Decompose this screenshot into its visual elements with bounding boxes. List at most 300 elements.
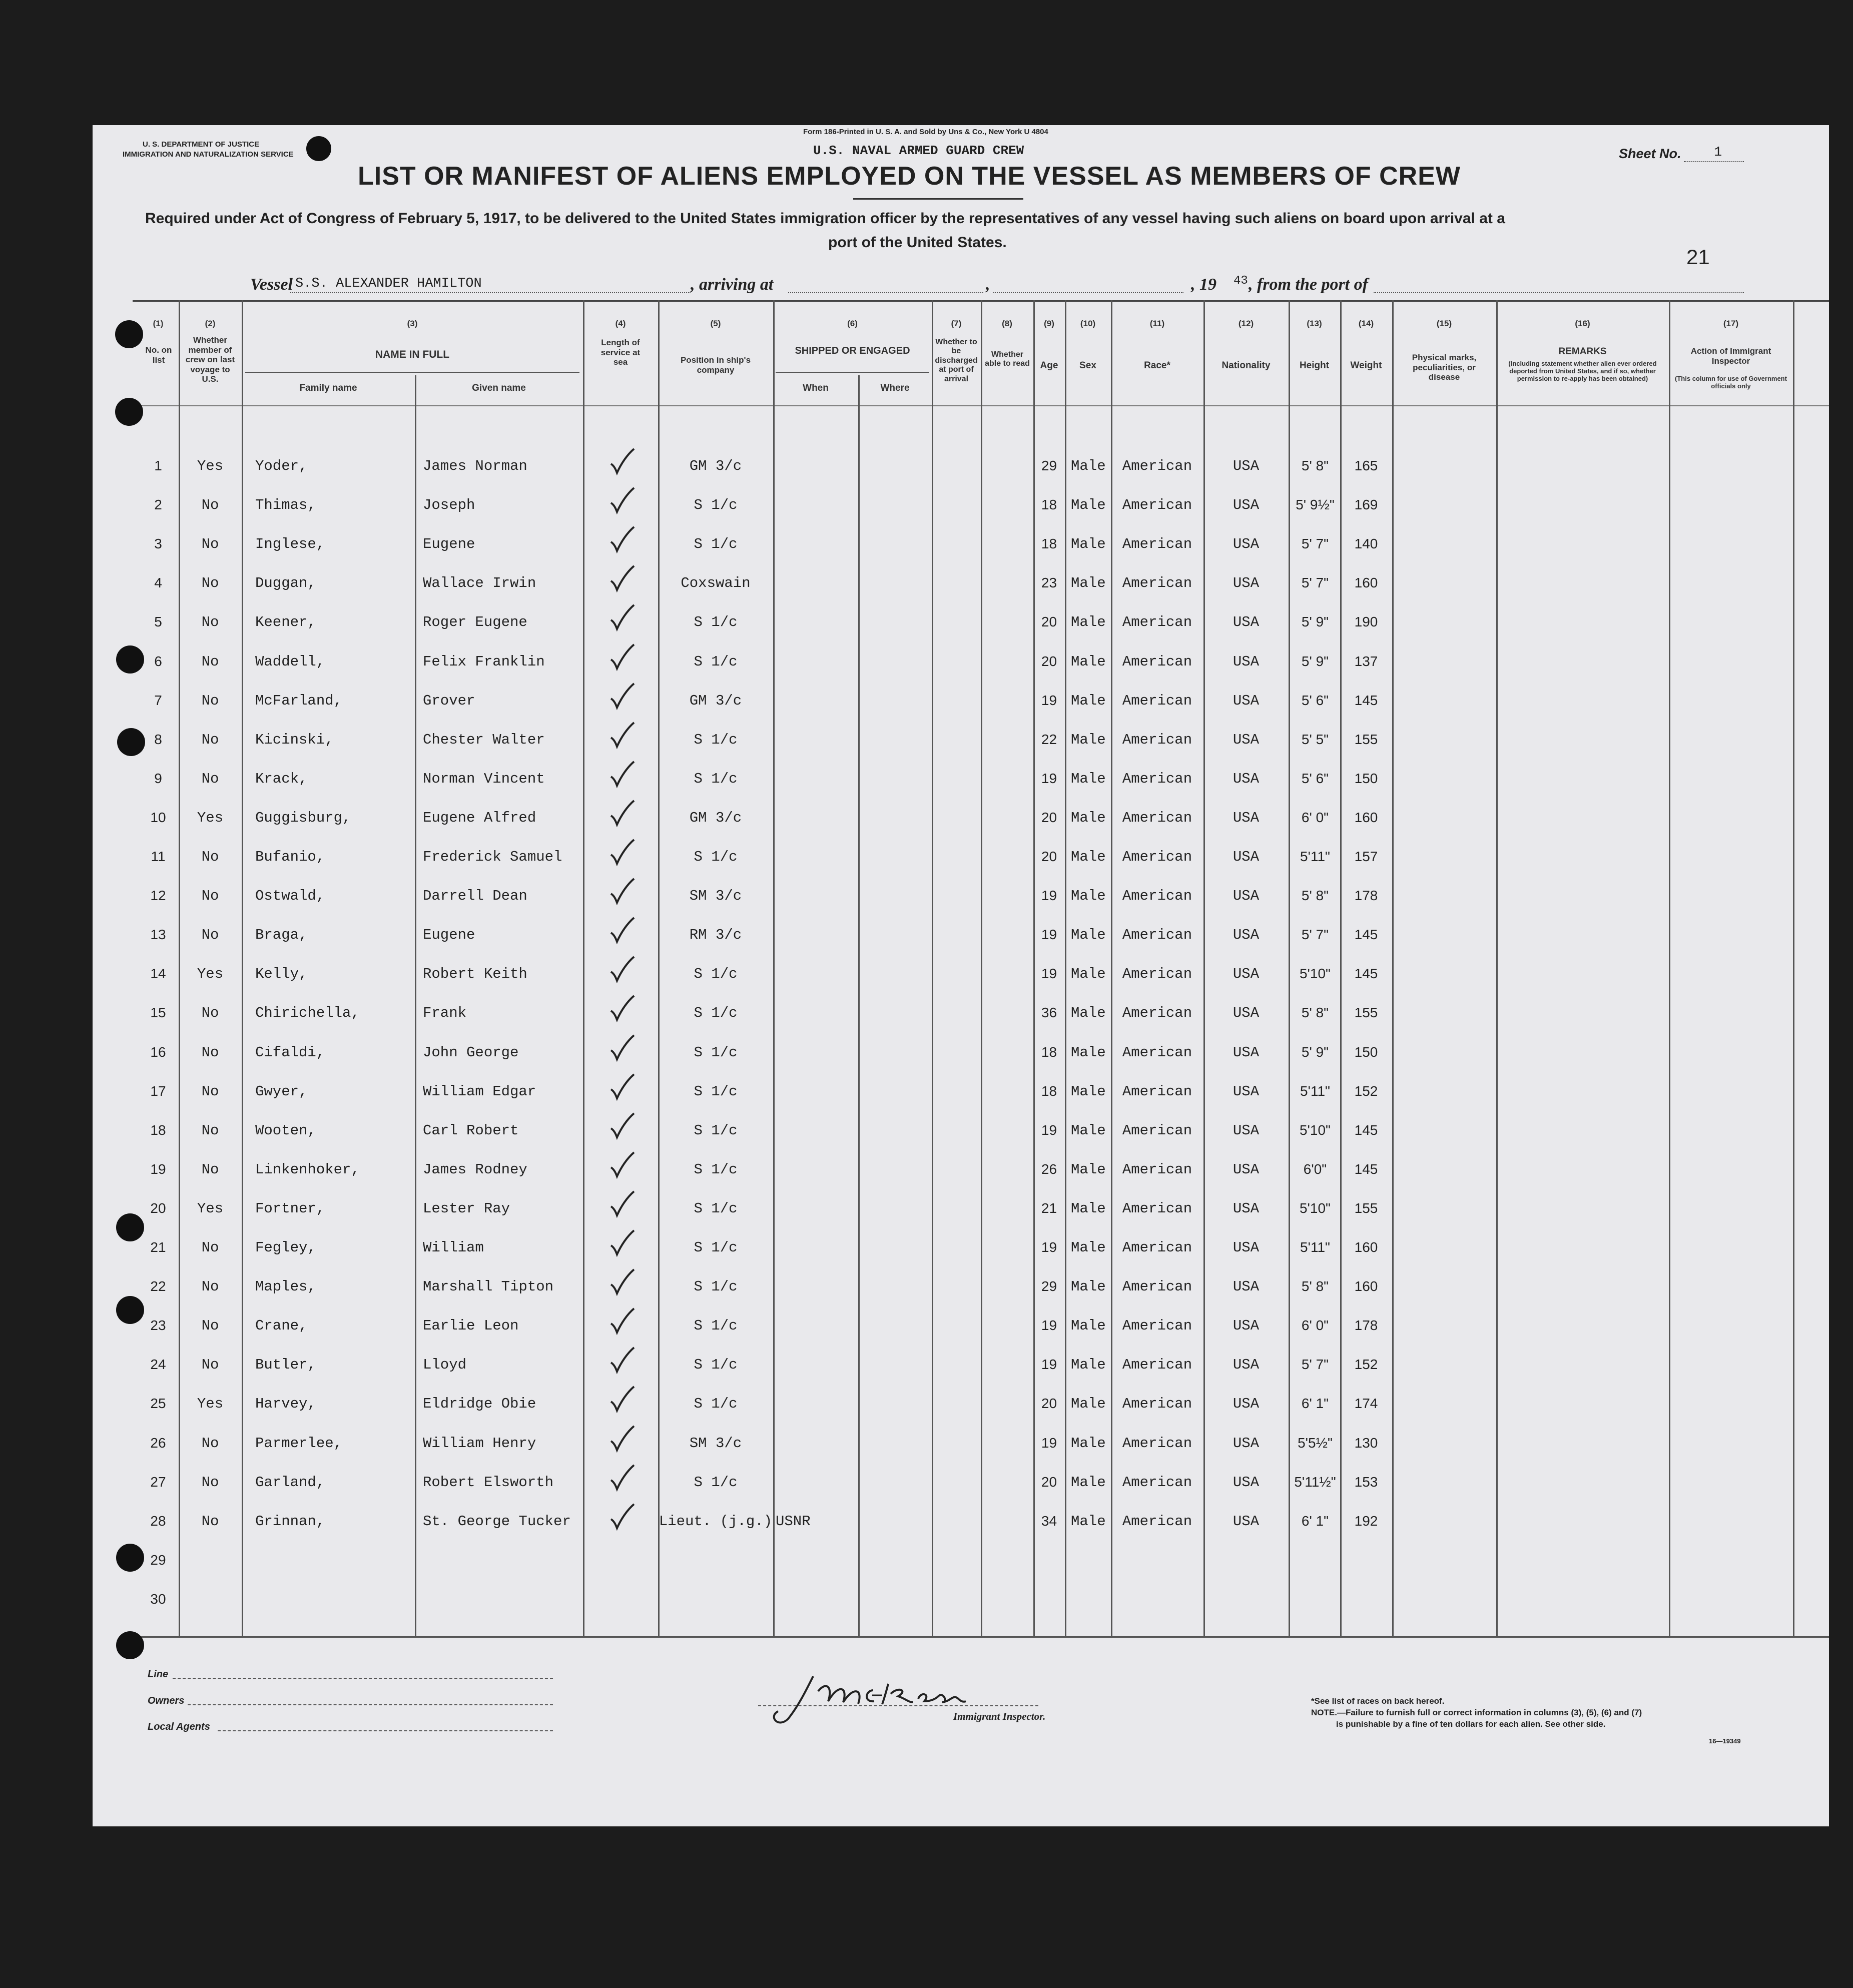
- row-height: 5'11": [1300, 1083, 1330, 1099]
- row-age: 20: [1041, 1396, 1057, 1412]
- service-checkmark-icon: [608, 1424, 638, 1454]
- col-16-note: (Including statement whether alien ever ordered deported from United States, and if so, whether permission to re-apply has been obtained): [1508, 360, 1657, 382]
- service-checkmark-icon: [608, 1385, 638, 1415]
- row-position: S 1/c: [694, 536, 738, 553]
- row-race: American: [1122, 1317, 1192, 1335]
- row-race: American: [1122, 458, 1192, 474]
- service-checkmark-icon: [608, 525, 638, 555]
- row-family-name: Butler,: [255, 1357, 316, 1374]
- row-nationality: USA: [1232, 1200, 1260, 1217]
- row-weight: 150: [1354, 1044, 1378, 1060]
- row-nationality: USA: [1232, 653, 1260, 670]
- row-nationality: USA: [1232, 692, 1260, 709]
- col-line-5: [773, 300, 775, 1636]
- row-family-name: Kelly,: [255, 966, 308, 983]
- row-sex: Male: [1071, 966, 1106, 983]
- row-given-name: Eugene Alfred: [423, 809, 536, 826]
- row-sex: Male: [1071, 1435, 1106, 1452]
- punch-hole: [306, 136, 331, 161]
- row-given-name: Eldridge Obie: [423, 1396, 536, 1413]
- col-10-number: (10): [1080, 319, 1096, 328]
- row-family-name: Parmerlee,: [255, 1435, 343, 1452]
- row-position: RM 3/c: [689, 927, 742, 944]
- dept-line-2: IMMIGRATION AND NATURALIZATION SERVICE: [123, 150, 294, 159]
- row-given-name: Chester Walter: [423, 731, 545, 748]
- service-checkmark-icon: [608, 721, 638, 751]
- row-family-name: Harvey,: [255, 1396, 316, 1413]
- col-line-3a: [415, 375, 416, 1636]
- row-number: 7: [154, 692, 162, 708]
- row-sex: Male: [1071, 927, 1106, 944]
- row-age: 18: [1041, 1044, 1057, 1060]
- row-sex: Male: [1071, 1278, 1106, 1295]
- row-given-name: James Rodney: [423, 1161, 527, 1178]
- service-checkmark-icon: [608, 1033, 638, 1063]
- row-sex: Male: [1071, 653, 1106, 670]
- row-weight: 137: [1354, 653, 1378, 669]
- row-height: 5' 9½": [1296, 497, 1335, 513]
- row-height: 5' 8": [1301, 1005, 1329, 1021]
- row-race: American: [1122, 1122, 1192, 1139]
- row-weight: 153: [1354, 1474, 1378, 1490]
- row-position: S 1/c: [694, 1122, 738, 1139]
- row-weight: 169: [1354, 497, 1378, 513]
- row-sex: Male: [1071, 1357, 1106, 1374]
- row-sex: Male: [1071, 731, 1106, 748]
- row-sex: Male: [1071, 770, 1106, 787]
- row-family-name: Keener,: [255, 614, 316, 631]
- row-height: 5' 9": [1301, 1044, 1329, 1060]
- col-8-number: (8): [1002, 319, 1012, 328]
- row-family-name: Crane,: [255, 1317, 308, 1335]
- row-sex: Male: [1071, 1161, 1106, 1178]
- row-number: 18: [150, 1122, 166, 1138]
- table-bottom-rule: [133, 1636, 1829, 1638]
- service-checkmark-icon: [608, 994, 638, 1024]
- col-5-number: (5): [710, 319, 721, 328]
- row-number: 16: [150, 1044, 166, 1060]
- requirement-line-1: Required under Act of Congress of February 5, 1917, to be delivered to the United States immigration officer by the representatives of any vessel having such aliens on board upon arrival at a: [145, 210, 1505, 227]
- row-position: S 1/c: [694, 1396, 738, 1413]
- col-16-header: REMARKS: [1558, 346, 1607, 357]
- col-12-header: Nationality: [1221, 360, 1271, 371]
- row-race: American: [1122, 1200, 1192, 1217]
- row-family-name: Linkenhoker,: [255, 1161, 360, 1178]
- col-16-number: (16): [1575, 319, 1590, 328]
- row-race: American: [1122, 614, 1192, 631]
- row-height: 5'5½": [1298, 1435, 1333, 1451]
- row-weight: 157: [1354, 849, 1378, 864]
- arriving-rule: [788, 292, 983, 293]
- row-sex: Male: [1071, 1317, 1106, 1335]
- row-previous-voyage: Yes: [197, 1200, 224, 1217]
- row-previous-voyage: No: [201, 1083, 219, 1100]
- form-code: 16—19349: [1709, 1737, 1741, 1745]
- service-checkmark-icon: [608, 1306, 638, 1337]
- row-nationality: USA: [1232, 1317, 1260, 1335]
- row-position: S 1/c: [694, 1278, 738, 1295]
- row-number: 23: [150, 1317, 166, 1334]
- row-previous-voyage: No: [201, 731, 219, 748]
- row-given-name: St. George Tucker: [423, 1513, 571, 1530]
- row-family-name: Braga,: [255, 927, 308, 944]
- row-given-name: Joseph: [423, 497, 475, 514]
- row-sex: Male: [1071, 1044, 1106, 1061]
- col-line-2: [242, 300, 243, 1636]
- service-checkmark-icon: [608, 838, 638, 868]
- col-14-number: (14): [1358, 319, 1374, 328]
- row-sex: Male: [1071, 575, 1106, 592]
- line-rule: [173, 1678, 553, 1679]
- row-family-name: Garland,: [255, 1474, 325, 1491]
- row-nationality: USA: [1232, 809, 1260, 826]
- row-given-name: Frank: [423, 1005, 467, 1022]
- row-position: S 1/c: [694, 1161, 738, 1178]
- row-age: 20: [1041, 849, 1057, 864]
- row-previous-voyage: No: [201, 536, 219, 553]
- row-number: 24: [150, 1357, 166, 1373]
- row-age: 19: [1041, 1357, 1057, 1373]
- row-family-name: Fegley,: [255, 1239, 316, 1256]
- service-checkmark-icon: [608, 1228, 638, 1258]
- row-race: American: [1122, 653, 1192, 670]
- col-15-number: (15): [1436, 319, 1452, 328]
- row-family-name: Bufanio,: [255, 849, 325, 865]
- row-height: 5'10": [1299, 966, 1331, 982]
- row-height: 5' 9": [1301, 653, 1329, 669]
- row-position: S 1/c: [694, 1474, 738, 1491]
- row-weight: 155: [1354, 1200, 1378, 1216]
- row-weight: 178: [1354, 1317, 1378, 1334]
- row-previous-voyage: Yes: [197, 458, 224, 474]
- row-previous-voyage: No: [201, 1122, 219, 1139]
- row-family-name: Gwyer,: [255, 1083, 308, 1100]
- row-height: 5'11": [1300, 1239, 1330, 1255]
- row-weight: 150: [1354, 770, 1378, 786]
- row-age: 18: [1041, 1083, 1057, 1099]
- row-race: American: [1122, 770, 1192, 787]
- col-14-header: Weight: [1350, 360, 1382, 371]
- row-given-name: Lester Ray: [423, 1200, 510, 1217]
- row-number: 21: [150, 1239, 166, 1255]
- col-line-3: [583, 300, 584, 1636]
- row-nationality: USA: [1232, 1161, 1260, 1178]
- punch-hole: [117, 728, 145, 756]
- row-position: S 1/c: [694, 1357, 738, 1374]
- row-number: 1: [154, 458, 162, 473]
- date-comma: ,: [986, 275, 990, 294]
- row-weight: 140: [1354, 536, 1378, 552]
- row-sex: Male: [1071, 1005, 1106, 1022]
- row-race: American: [1122, 1044, 1192, 1061]
- sheet-label: Sheet No.: [1619, 146, 1681, 161]
- arriving-label: , arriving at: [691, 275, 774, 294]
- page-title: LIST OR MANIFEST OF ALIENS EMPLOYED ON THE VESSEL AS MEMBERS OF CREW: [358, 162, 1461, 191]
- row-weight: 165: [1354, 458, 1378, 473]
- sheet-number: 1: [1714, 145, 1722, 160]
- col-17-header: Action of Immigrant Inspector: [1690, 346, 1771, 366]
- row-nationality: USA: [1232, 1044, 1260, 1061]
- row-position: S 1/c: [694, 1083, 738, 1100]
- row-number: 27: [150, 1474, 166, 1490]
- row-given-name: Eugene: [423, 536, 475, 553]
- row-race: American: [1122, 849, 1192, 865]
- col-3-family-header: Family name: [299, 383, 357, 393]
- row-height: 5' 7": [1301, 1357, 1329, 1373]
- row-height: 6' 1": [1301, 1396, 1329, 1412]
- row-race: American: [1122, 1083, 1192, 1100]
- col-7-number: (7): [951, 319, 962, 328]
- row-given-name: Lloyd: [423, 1357, 467, 1374]
- row-number: 28: [150, 1513, 166, 1529]
- row-nationality: USA: [1232, 849, 1260, 865]
- row-age: 19: [1041, 770, 1057, 786]
- col-line-14: [1392, 300, 1394, 1636]
- row-race: American: [1122, 1474, 1192, 1491]
- row-number: 2: [154, 497, 162, 513]
- col-8-header: Whether able to read: [985, 350, 1030, 368]
- row-nationality: USA: [1232, 1005, 1260, 1022]
- col-1-header: No. on list: [145, 345, 172, 365]
- row-sex: Male: [1071, 1474, 1106, 1491]
- row-previous-voyage: No: [201, 849, 219, 865]
- row-race: American: [1122, 1396, 1192, 1413]
- row-nationality: USA: [1232, 927, 1260, 944]
- row-weight: 130: [1354, 1435, 1378, 1451]
- row-position: S 1/c: [694, 653, 738, 670]
- row-family-name: Yoder,: [255, 458, 308, 474]
- row-height: 6' 0": [1301, 1317, 1329, 1334]
- row-position: S 1/c: [694, 497, 738, 514]
- row-nationality: USA: [1232, 1396, 1260, 1413]
- row-previous-voyage: No: [201, 497, 219, 514]
- sheet-no-rule: [1684, 161, 1744, 163]
- col-line-15: [1496, 300, 1498, 1636]
- row-height: 5' 8": [1301, 1278, 1329, 1294]
- col-6-number: (6): [847, 319, 858, 328]
- row-number: 5: [154, 614, 162, 630]
- row-age: 19: [1041, 888, 1057, 904]
- row-age: 19: [1041, 1435, 1057, 1451]
- owners-rule: [188, 1704, 553, 1705]
- row-nationality: USA: [1232, 966, 1260, 983]
- row-family-name: Grinnan,: [255, 1513, 325, 1530]
- row-position: S 1/c: [694, 1239, 738, 1256]
- row-previous-voyage: No: [201, 692, 219, 709]
- row-family-name: Guggisburg,: [255, 809, 351, 826]
- row-weight: 160: [1354, 1278, 1378, 1294]
- row-position: GM 3/c: [689, 809, 742, 826]
- service-checkmark-icon: [608, 603, 638, 633]
- col-15-header: Physical marks, peculiarities, or disease: [1412, 353, 1477, 382]
- col-line-6a: [858, 375, 860, 1636]
- row-sex: Male: [1071, 809, 1106, 826]
- row-sex: Male: [1071, 536, 1106, 553]
- penalty-note-line-1: NOTE.—Failure to furnish full or correct information in columns (3), (5), (6) and (7): [1311, 1708, 1642, 1717]
- row-position: GM 3/c: [689, 458, 742, 474]
- row-race: American: [1122, 966, 1192, 983]
- row-height: 5'11½": [1294, 1474, 1336, 1490]
- service-checkmark-icon: [608, 1463, 638, 1493]
- row-position: S 1/c: [694, 614, 738, 631]
- row-given-name: Norman Vincent: [423, 770, 545, 787]
- row-given-name: John George: [423, 1044, 519, 1061]
- row-previous-voyage: No: [201, 1161, 219, 1178]
- service-checkmark-icon: [608, 916, 638, 946]
- row-previous-voyage: No: [201, 927, 219, 944]
- row-sex: Male: [1071, 692, 1106, 709]
- row-number: 4: [154, 575, 162, 591]
- year-label: , 19: [1191, 275, 1216, 294]
- row-position: GM 3/c: [689, 692, 742, 709]
- row-number: 9: [154, 770, 162, 786]
- row-previous-voyage: No: [201, 1317, 219, 1335]
- row-previous-voyage: No: [201, 888, 219, 905]
- row-family-name: Thimas,: [255, 497, 316, 514]
- row-age: 19: [1041, 1122, 1057, 1138]
- row-age: 19: [1041, 692, 1057, 708]
- row-nationality: USA: [1232, 1239, 1260, 1256]
- row-number: 25: [150, 1396, 166, 1412]
- row-age: 21: [1041, 1200, 1057, 1216]
- row-given-name: Carl Robert: [423, 1122, 519, 1139]
- shipped-group-rule: [776, 372, 929, 373]
- row-position: SM 3/c: [689, 888, 742, 905]
- col-4-number: (4): [615, 319, 626, 328]
- owners-label: Owners: [148, 1695, 185, 1706]
- row-age: 23: [1041, 575, 1057, 591]
- vessel-name: S.S. ALEXANDER HAMILTON: [295, 276, 482, 291]
- row-race: American: [1122, 927, 1192, 944]
- service-checkmark-icon: [608, 877, 638, 907]
- row-given-name: Darrell Dean: [423, 888, 527, 905]
- col-line-6: [932, 300, 933, 1636]
- row-weight: 152: [1354, 1083, 1378, 1099]
- row-previous-voyage: No: [201, 1474, 219, 1491]
- row-nationality: USA: [1232, 614, 1260, 631]
- row-nationality: USA: [1232, 1513, 1260, 1530]
- line-label: Line: [148, 1669, 169, 1680]
- row-age: 19: [1041, 1239, 1057, 1255]
- row-height: 5' 6": [1301, 692, 1329, 708]
- row-family-name: Cifaldi,: [255, 1044, 325, 1061]
- col-3-number: (3): [407, 319, 418, 328]
- col-11-header: Race*: [1144, 360, 1170, 371]
- row-age: 20: [1041, 1474, 1057, 1490]
- punch-hole: [115, 320, 143, 348]
- row-weight: 145: [1354, 927, 1378, 943]
- row-family-name: Fortner,: [255, 1200, 325, 1217]
- row-position: SM 3/c: [689, 1435, 742, 1452]
- service-checkmark-icon: [608, 682, 638, 712]
- crew-subtitle: U.S. NAVAL ARMED GUARD CREW: [813, 143, 1024, 158]
- row-height: 5'10": [1299, 1200, 1331, 1216]
- row-sex: Male: [1071, 1396, 1106, 1413]
- row-race: American: [1122, 497, 1192, 514]
- manifest-sheet: [93, 125, 1829, 1826]
- row-number: 22: [150, 1278, 166, 1294]
- row-sex: Male: [1071, 1513, 1106, 1530]
- row-age: 18: [1041, 536, 1057, 552]
- row-number: 29: [150, 1552, 166, 1568]
- row-sex: Male: [1071, 1083, 1106, 1100]
- row-weight: 145: [1354, 692, 1378, 708]
- punch-hole: [116, 1631, 144, 1659]
- row-nationality: USA: [1232, 770, 1260, 787]
- row-given-name: James Norman: [423, 458, 527, 474]
- row-position: S 1/c: [694, 1317, 738, 1335]
- col-3-header: NAME IN FULL: [375, 349, 450, 360]
- row-number: 3: [154, 536, 162, 552]
- service-checkmark-icon: [608, 1267, 638, 1297]
- row-previous-voyage: No: [201, 614, 219, 631]
- name-group-rule: [245, 372, 579, 373]
- row-weight: 160: [1354, 575, 1378, 591]
- row-previous-voyage: No: [201, 1357, 219, 1374]
- row-sex: Male: [1071, 614, 1106, 631]
- col-13-header: Height: [1299, 360, 1330, 371]
- row-age: 34: [1041, 1513, 1057, 1529]
- row-position: S 1/c: [694, 1200, 738, 1217]
- punch-hole: [116, 1544, 144, 1572]
- row-weight: 145: [1354, 1122, 1378, 1138]
- row-race: American: [1122, 1435, 1192, 1452]
- row-position: S 1/c: [694, 966, 738, 983]
- row-nationality: USA: [1232, 731, 1260, 748]
- row-family-name: Ostwald,: [255, 888, 325, 905]
- row-given-name: Earlie Leon: [423, 1317, 519, 1335]
- col-line-16: [1669, 300, 1670, 1636]
- row-age: 36: [1041, 1005, 1057, 1021]
- row-previous-voyage: No: [201, 1044, 219, 1061]
- row-number: 12: [150, 888, 166, 904]
- year-value: 43: [1233, 274, 1248, 288]
- service-checkmark-icon: [608, 955, 638, 985]
- row-family-name: McFarland,: [255, 692, 343, 709]
- row-age: 19: [1041, 966, 1057, 982]
- row-sex: Male: [1071, 888, 1106, 905]
- service-checkmark-icon: [608, 642, 638, 673]
- row-position: S 1/c: [694, 849, 738, 865]
- row-given-name: Wallace Irwin: [423, 575, 536, 592]
- row-previous-voyage: No: [201, 1239, 219, 1256]
- vessel-label: Vessel: [250, 275, 293, 294]
- row-nationality: USA: [1232, 458, 1260, 474]
- service-checkmark-icon: [608, 564, 638, 594]
- row-family-name: Waddell,: [255, 653, 325, 670]
- row-race: American: [1122, 1005, 1192, 1022]
- row-previous-voyage: Yes: [197, 1396, 224, 1413]
- service-checkmark-icon: [608, 799, 638, 829]
- col-9-header: Age: [1040, 360, 1058, 371]
- row-height: 5' 9": [1301, 614, 1329, 630]
- row-race: American: [1122, 1239, 1192, 1256]
- col-17-number: (17): [1723, 319, 1739, 328]
- row-nationality: USA: [1232, 1083, 1260, 1100]
- row-race: American: [1122, 692, 1192, 709]
- row-race: American: [1122, 888, 1192, 905]
- row-position: S 1/c: [694, 731, 738, 748]
- col-1-number: (1): [153, 319, 164, 328]
- page-number: 21: [1686, 245, 1710, 269]
- row-age: 22: [1041, 731, 1057, 747]
- row-given-name: Felix Franklin: [423, 653, 545, 670]
- from-port-rule: [1374, 292, 1744, 293]
- row-race: American: [1122, 1278, 1192, 1295]
- row-given-name: Robert Keith: [423, 966, 527, 983]
- row-age: 19: [1041, 927, 1057, 943]
- row-race: American: [1122, 809, 1192, 826]
